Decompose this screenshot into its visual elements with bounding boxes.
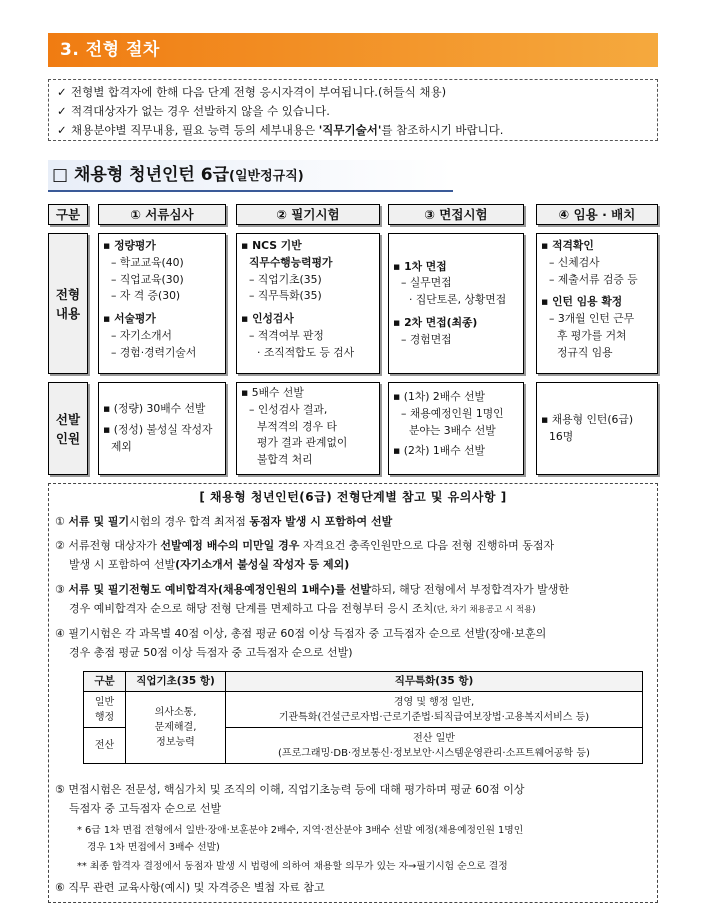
check-icon: ✓ [57, 104, 67, 118]
section-header: 3. 전형 절차 [48, 33, 658, 67]
table-cell: 경영 및 행정 일반, 기관특화(건설근로자법·근로기준법·퇴직급여보장법·고용복지서비스 등) [226, 692, 643, 728]
step4-content: ▪ 적격확인 – 신체검사 – 제출서류 검증 등 ▪ 인턴 임용 확정 – 3개월 인턴 근무 후 평가를 거쳐 정규직 임용 [536, 233, 658, 374]
step1-content: ▪ 정량평가 – 학교교육(40) – 직업교육(30) – 자 격 증(30) ▪ 서술평가 – 자기소개서 – 경험·경력기술서 [98, 233, 226, 374]
notice-box [48, 79, 658, 141]
row-label-count: 선발 인원 [48, 382, 88, 475]
step2-count: ▪ 5배수 선발 – 인성검사 결과, 부적격의 경우 타 평가 결과 관계없이 불합격 처리 [236, 382, 380, 475]
table-header: 직무특화(35 항) [226, 672, 643, 692]
table-cell: 전산 일반 (프로그래밍·DB·정보통신·정보보안·시스템운영관리·소프트웨어공학 등) [226, 728, 643, 764]
reference-title: [ 채용형 청년인턴(6급) 전형단계별 참고 및 유의사항 ] [199, 490, 507, 504]
notice-line: ✓ 전형별 합격자에 한해 다음 단계 전형 응시자격이 부여됩니다.(허들식 채용) [57, 83, 649, 102]
notice-line: ✓ 적격대상자가 없는 경우 선발하지 않을 수 있습니다. [57, 102, 649, 121]
ref-item-3: ③ 서류 및 필기전형도 예비합격자(채용예정인원의 1배수)를 선발하되, 해당 전형에서 부정합격자가 발생한 경우 예비합격자 순으로 해당 전형 단계를 면제하고 다음 전형부터 응시 조치(단, 차기 채용공고 시 적용) [55, 583, 570, 615]
table-header: 구분 [84, 672, 126, 692]
ref-item-2: ② 서류전형 대상자가 선발예정 배수의 미만일 경우 자격요건 충족인원만으로 다음 전형 진행하며 동점자 발생 시 포함하여 선발(자기소개서 불성실 작성자 등 제외) [55, 539, 555, 571]
notice-line: ✓ 채용분야별 직무내용, 필요 능력 등의 세부내용은 '직무기술서'를 참조하시기 바랍니다. [57, 121, 649, 140]
ref-item-1: ① 서류 및 필기시험의 경우 합격 최저점 동점자 발생 시 포함하여 선발 [55, 515, 393, 528]
checkbox-glyph: □ [52, 165, 69, 185]
step4-count: ▪ 채용형 인턴(6급) 16명 [536, 382, 658, 475]
step-header-2: ② 필기시험 [236, 204, 380, 225]
step2-content: ▪ NCS 기반 직무수행능력평가 – 직업기초(35) – 직무특화(35) ▪ 인성검사 – 적격여부 판정 · 조직적합도 등 검사 [236, 233, 380, 374]
table-cell: 전산 [84, 728, 126, 764]
footnote-2: ** 최종 합격자 결정에서 동점자 발생 시 법령에 의하여 채용할 의무가 있는 자→필기시험 순으로 결정 [77, 861, 508, 872]
ref-item-5: ⑤ 면접시험은 전문성, 핵심가치 및 조직의 이해, 직업기초능력 등에 대해 평가하며 평균 60점 이상 득점자 중 고득점자 순으로 선발 [55, 783, 525, 815]
row-label-content: 전형 내용 [48, 233, 88, 374]
step3-content: ▪ 1차 면접 – 실무면접 · 집단토론, 상황면접 ▪ 2차 면접(최종) – 경험면접 [388, 233, 524, 374]
check-icon: ✓ [57, 85, 67, 99]
step-header-1: ① 서류심사 [98, 204, 226, 225]
footnote-1: * 6급 1차 면접 전형에서 일반·장애·보훈분야 2배수, 지역·전산분야 3배수 선발 예정(채용예정인원 1명인 경우 1차 면접에서 3배수 선발) [77, 825, 524, 853]
step3-count: ▪ (1차) 2배수 선발 – 채용예정인원 1명인 분야는 3배수 선발 ▪ (2차) 1배수 선발 [388, 382, 524, 475]
step1-count: ▪ (정량) 30배수 선발 ▪ (정성) 불성실 작성자 제외 [98, 382, 226, 475]
table-cell: 의사소통, 문제해결, 정보능력 [126, 692, 226, 764]
step-header-3: ③ 면접시험 [388, 204, 524, 225]
reference-notes-box [48, 483, 658, 903]
subject-table [83, 671, 643, 764]
subsection-title: □ 채용형 청년인턴 6급(일반정규직) [48, 160, 453, 192]
ref-item-4: ④ 필기시험은 각 과목별 40점 이상, 총점 평균 60점 이상 득점자 중 고득점자 순으로 선발(장애·보훈의 경우 총점 평균 50점 이상 득점자 중 고득점자 순으로 선발) [55, 627, 547, 659]
ref-item-6: ⑥ 직무 관련 교육사항(예시) 및 자격증은 별첨 자료 참고 [55, 881, 325, 894]
step-header-4: ④ 임용 · 배치 [536, 204, 658, 225]
table-cell: 일반 행정 [84, 692, 126, 728]
col-label: 구분 [48, 204, 88, 225]
table-header: 직업기초(35 항) [126, 672, 226, 692]
check-icon: ✓ [57, 123, 67, 137]
